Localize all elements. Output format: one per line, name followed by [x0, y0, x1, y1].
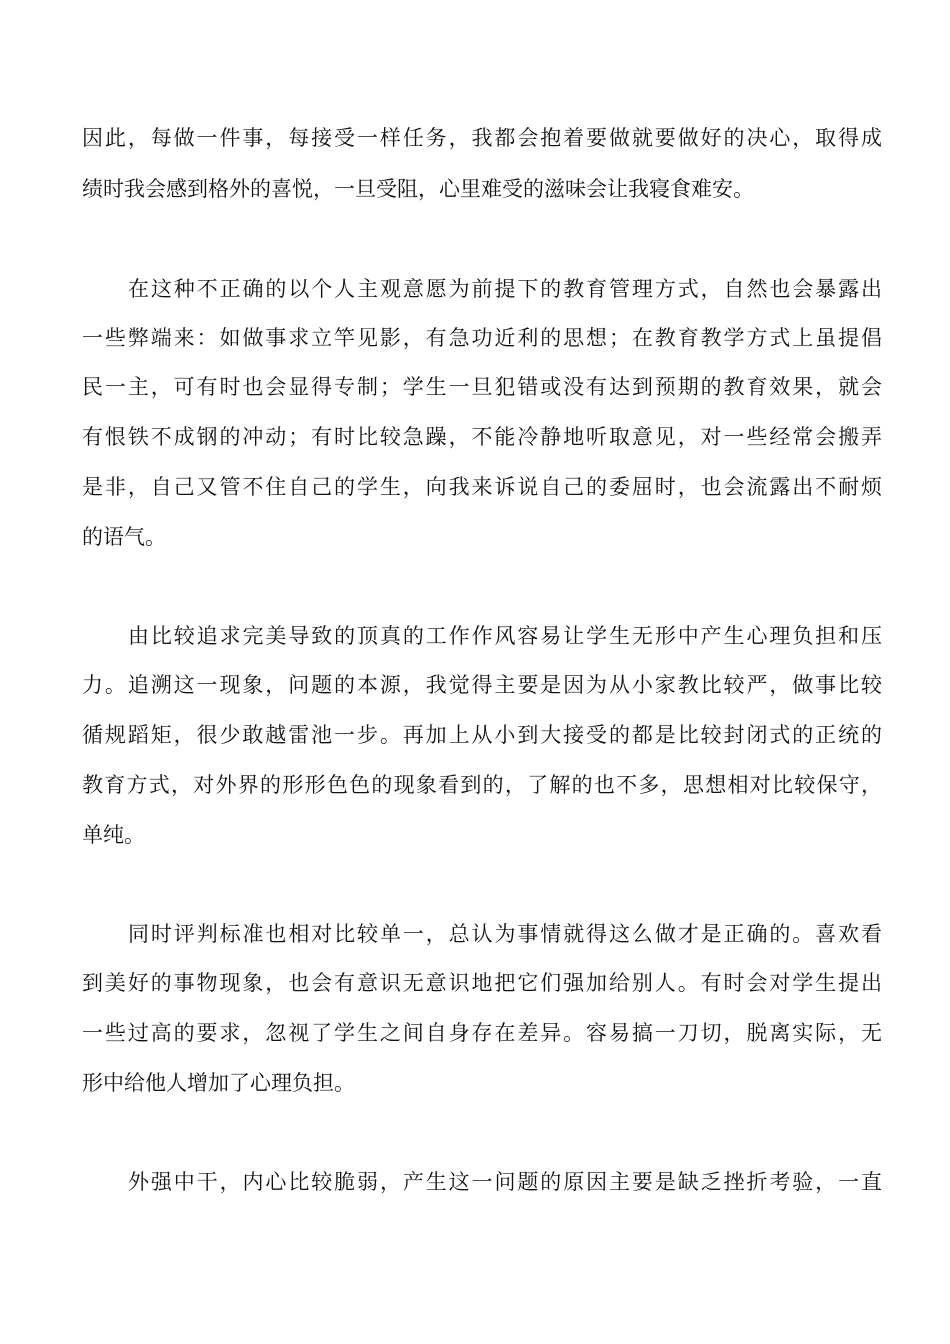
paragraph-2-line-1: 在这种不正确的以个人主观意愿为前提下的教育管理方式，自然也会暴露出	[128, 277, 882, 301]
paragraph-1-line-2: 绩时我会感到格外的喜悦，一旦受阻，心里难受的滋味会让我寝食难安。	[82, 177, 754, 201]
paragraph-2-line-2: 一些弊端来：如做事求立竿见影，有急功近利的思想；在教育教学方式上虽提倡	[82, 326, 882, 350]
paragraph-2-line-3: 民一主，可有时也会显得专制；学生一旦犯错或没有达到预期的教育效果，就会	[82, 375, 882, 399]
paragraph-1-line-1: 因此，每做一件事，每接受一样任务，我都会抱着要做就要做好的决心，取得成	[82, 126, 882, 150]
paragraph-2-line-4: 有恨铁不成钢的冲动；有时比较急躁，不能冷静地听取意见，对一些经常会搬弄	[82, 425, 882, 449]
paragraph-4-line-3: 一些过高的要求，忽视了学生之间自身存在差异。容易搞一刀切，脱离实际，无	[82, 1021, 882, 1045]
paragraph-3-line-2: 力。追溯这一现象，问题的本源，我觉得主要是因为从小家教比较严，做事比较	[82, 673, 882, 697]
paragraph-2-line-6: 的语气。	[82, 525, 166, 549]
paragraph-3-line-1: 由比较追求完美导致的顶真的工作作风容易让学生无形中产生心理负担和压	[128, 624, 882, 648]
paragraph-4-line-2: 到美好的事物现象，也会有意识无意识地把它们强加给别人。有时会对学生提出	[82, 971, 882, 995]
paragraph-4-line-1: 同时评判标准也相对比较单一，总认为事情就得这么做才是正确的。喜欢看	[128, 922, 882, 946]
paragraph-2-line-5: 是非，自己又管不住自己的学生，向我来诉说自己的委屈时，也会流露出不耐烦	[82, 475, 882, 499]
paragraph-5-line-1: 外强中干，内心比较脆弱，产生这一问题的原因主要是缺乏挫折考验，一直	[128, 1170, 882, 1194]
paragraph-3-line-4: 教育方式，对外界的形形色色的现象看到的，了解的也不多，思想相对比较保守，	[82, 773, 882, 797]
paragraph-3-line-5: 单纯。	[82, 823, 145, 847]
paragraph-4-line-4: 形中给他人增加了心理负担。	[82, 1071, 355, 1095]
paragraph-3-line-3: 循规蹈矩，很少敢越雷池一步。再加上从小到大接受的都是比较封闭式的正统的	[82, 723, 882, 747]
